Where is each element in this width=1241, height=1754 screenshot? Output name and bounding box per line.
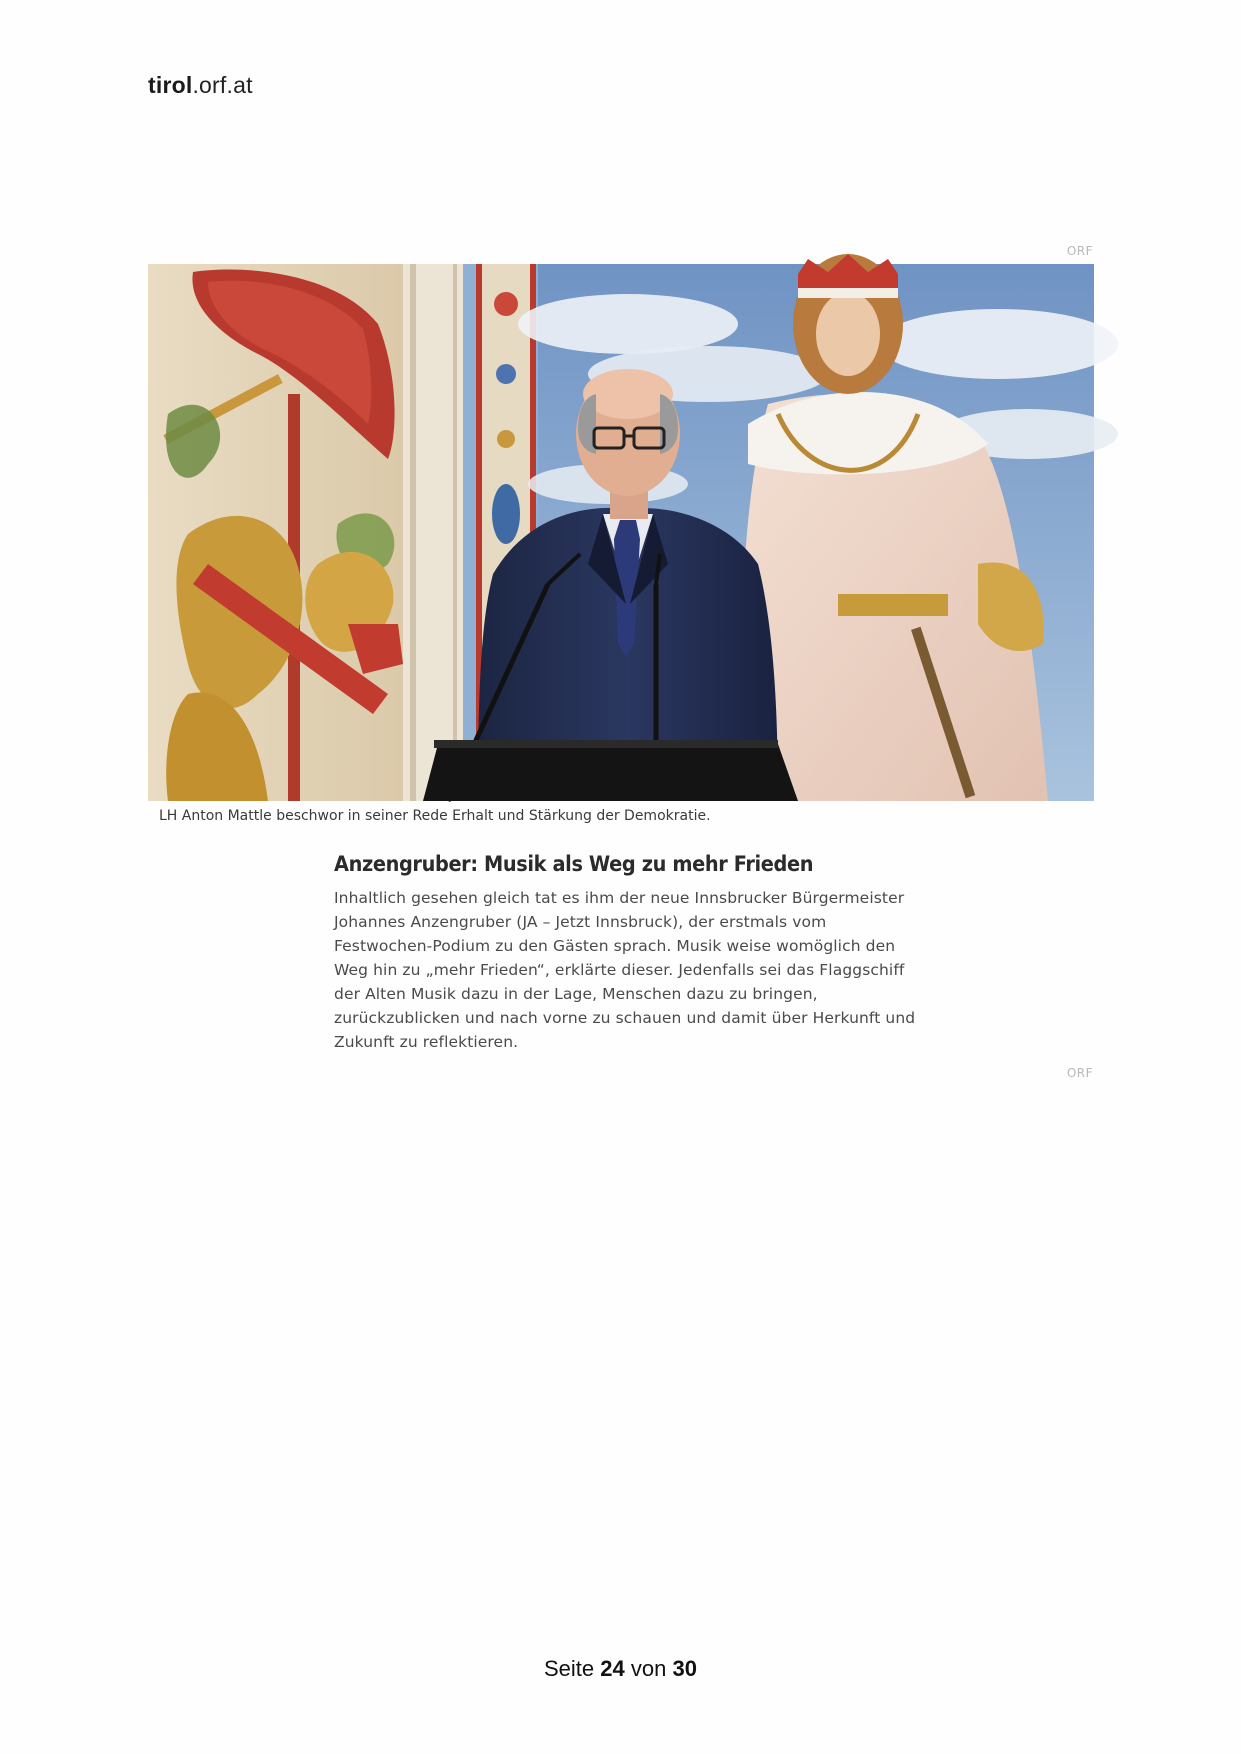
brand-bold: tirol bbox=[148, 72, 193, 98]
brand-domain: .orf.at bbox=[192, 72, 253, 98]
photo-credit: ORF bbox=[1066, 244, 1093, 258]
article-photo bbox=[148, 264, 1094, 801]
page-separator: von bbox=[630, 1656, 667, 1681]
photo-caption: LH Anton Mattle beschwor in seiner Rede Erhalt und Stärkung der Demokratie. bbox=[159, 808, 711, 824]
article-heading: Anzengruber: Musik als Weg zu mehr Frieden bbox=[334, 852, 814, 876]
page-number bbox=[0, 1656, 1241, 1682]
next-photo-credit: ORF bbox=[1066, 1066, 1093, 1080]
page-prefix: Seite bbox=[544, 1656, 595, 1681]
article-section bbox=[334, 852, 924, 1054]
article-paragraph: Inhaltlich gesehen gleich tat es ihm der neue Innsbrucker Bürgermeister Johannes Anzengruber (JA – Jetzt Innsbruck), der erstmals vom Festwochen-Podium zu den Gästen sprach. Musik weise womöglich den Weg hin zu „mehr Frieden“, erklärte dieser. Jedenfalls sei das Flaggschiff der Alten Musik dazu in der Lage, Menschen dazu zu bringen, zurückzublicken und nach vorne zu schauen und damit über Herkunft und Zukunft zu reflektieren. bbox=[334, 889, 916, 1051]
current-page: 24 bbox=[600, 1656, 625, 1681]
total-pages: 30 bbox=[672, 1656, 697, 1681]
site-brand bbox=[148, 72, 253, 99]
